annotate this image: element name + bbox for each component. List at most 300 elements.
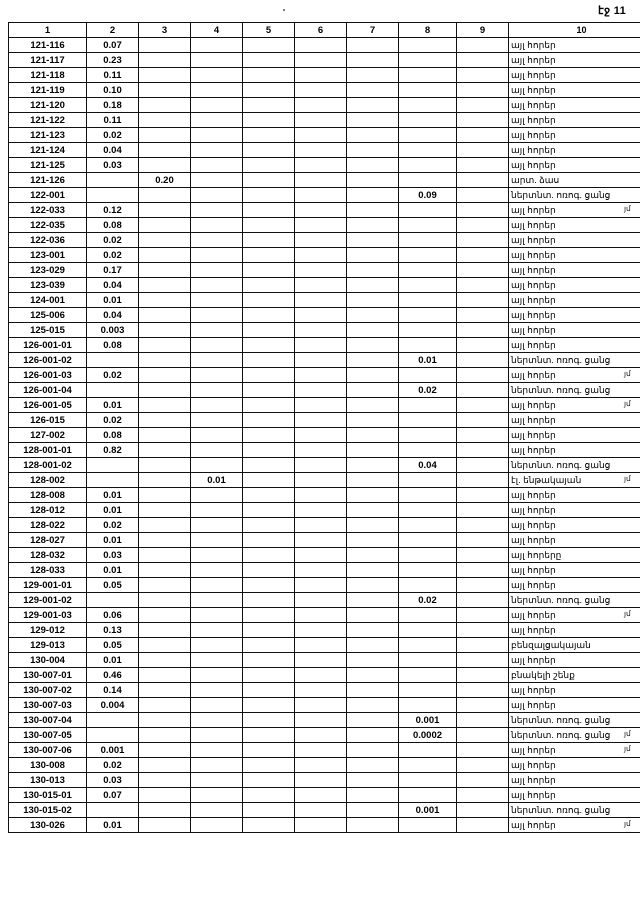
cell-col-8 xyxy=(399,278,457,293)
cell-col-9 xyxy=(457,638,509,653)
table-row xyxy=(9,98,640,113)
cell-col-4 xyxy=(191,353,243,368)
table-row xyxy=(9,713,640,728)
cell-col-4 xyxy=(191,158,243,173)
cell-col-8 xyxy=(399,128,457,143)
cell-col-4 xyxy=(191,683,243,698)
cell-col-8 xyxy=(399,533,457,548)
cell-col-6 xyxy=(295,563,347,578)
cell-col-3 xyxy=(139,188,191,203)
cell-col-3 xyxy=(139,263,191,278)
cell-col-3 xyxy=(139,533,191,548)
cell-col-7 xyxy=(347,518,399,533)
cell-parcel-code: 128-008 xyxy=(9,488,87,503)
cell-col-6 xyxy=(295,203,347,218)
cell-parcel-code: 129-001-03 xyxy=(9,608,87,623)
cell-col-4 xyxy=(191,728,243,743)
table-row xyxy=(9,368,640,383)
cell-col-3 xyxy=(139,638,191,653)
cell-col-4 xyxy=(191,188,243,203)
cell-parcel-code: 130-007-02 xyxy=(9,683,87,698)
cell-col-6 xyxy=(295,548,347,563)
cell-col-7 xyxy=(347,413,399,428)
cell-description: այլ հորեր xyxy=(509,653,640,668)
cell-col-6 xyxy=(295,698,347,713)
column-header-2: 2 xyxy=(87,23,139,38)
cell-col-5 xyxy=(243,113,295,128)
cell-col-4 xyxy=(191,143,243,158)
cell-col-8 xyxy=(399,428,457,443)
cell-col-7 xyxy=(347,158,399,173)
cell-col-3 xyxy=(139,293,191,308)
cell-col-2: 0.10 xyxy=(87,83,139,98)
cell-description: ներտնտ. ոռոգ. ցանց xyxy=(509,188,640,203)
cell-col-2 xyxy=(87,593,139,608)
cell-col-4 xyxy=(191,608,243,623)
cell-col-5 xyxy=(243,308,295,323)
cell-col-7 xyxy=(347,383,399,398)
table-row xyxy=(9,218,640,233)
cell-description: ներտնտ. ոռոգ. ցանց xyxy=(509,713,640,728)
cell-col-3 xyxy=(139,113,191,128)
cell-col-2: 0.02 xyxy=(87,413,139,428)
cell-col-3 xyxy=(139,428,191,443)
cell-parcel-code: 130-008 xyxy=(9,758,87,773)
cell-col-9 xyxy=(457,533,509,548)
cell-col-3 xyxy=(139,683,191,698)
cell-col-8 xyxy=(399,653,457,668)
cell-parcel-code: 128-022 xyxy=(9,518,87,533)
cell-col-3 xyxy=(139,278,191,293)
cell-col-5 xyxy=(243,608,295,623)
cell-col-6 xyxy=(295,38,347,53)
cell-col-5 xyxy=(243,728,295,743)
cell-description: այլ հորեր xyxy=(509,248,640,263)
cell-col-4 xyxy=(191,563,243,578)
cell-col-4 xyxy=(191,653,243,668)
cell-col-8 xyxy=(399,233,457,248)
cell-description: այլ հորեր xyxy=(509,308,640,323)
cell-parcel-code: 129-013 xyxy=(9,638,87,653)
cell-col-6 xyxy=(295,53,347,68)
cell-col-9 xyxy=(457,233,509,248)
cell-col-5 xyxy=(243,263,295,278)
cell-col-9 xyxy=(457,383,509,398)
cell-col-9 xyxy=(457,323,509,338)
cell-col-7 xyxy=(347,653,399,668)
cell-description: այլ հորեր xyxy=(509,608,640,623)
cell-col-3 xyxy=(139,728,191,743)
cell-description: ներտնտ. ոռոգ. ցանց xyxy=(509,353,640,368)
cell-col-7 xyxy=(347,473,399,488)
cell-col-4 xyxy=(191,773,243,788)
cell-col-7 xyxy=(347,278,399,293)
cell-col-6 xyxy=(295,818,347,833)
cell-col-5 xyxy=(243,428,295,443)
cell-col-9 xyxy=(457,698,509,713)
cell-col-9 xyxy=(457,263,509,278)
table-row xyxy=(9,818,640,833)
cell-parcel-code: 130-007-04 xyxy=(9,713,87,728)
cell-parcel-code: 129-001-01 xyxy=(9,578,87,593)
stray-ink-mark xyxy=(283,9,285,11)
cell-col-4 xyxy=(191,38,243,53)
cell-col-3 xyxy=(139,593,191,608)
cell-col-7 xyxy=(347,638,399,653)
cell-col-4 xyxy=(191,458,243,473)
table-row xyxy=(9,518,640,533)
cell-col-6 xyxy=(295,248,347,263)
cell-col-8 xyxy=(399,158,457,173)
cell-col-7 xyxy=(347,563,399,578)
cell-col-2: 0.08 xyxy=(87,218,139,233)
cell-col-6 xyxy=(295,458,347,473)
cell-col-2: 0.06 xyxy=(87,608,139,623)
cell-col-4 xyxy=(191,68,243,83)
cell-col-4: 0.01 xyxy=(191,473,243,488)
cell-col-6 xyxy=(295,608,347,623)
cell-description: այլ հորեր xyxy=(509,98,640,113)
cell-col-7 xyxy=(347,173,399,188)
cell-col-5 xyxy=(243,68,295,83)
cell-col-9 xyxy=(457,653,509,668)
cell-col-2: 0.003 xyxy=(87,323,139,338)
cell-col-7 xyxy=(347,368,399,383)
cell-col-3 xyxy=(139,458,191,473)
cell-col-3 xyxy=(139,578,191,593)
cell-col-9 xyxy=(457,473,509,488)
cell-col-2: 0.05 xyxy=(87,638,139,653)
column-header-9: 9 xyxy=(457,23,509,38)
table-row xyxy=(9,533,640,548)
table-row xyxy=(9,788,640,803)
cell-parcel-code: 130-015-02 xyxy=(9,803,87,818)
cell-col-9 xyxy=(457,413,509,428)
table-row xyxy=(9,443,640,458)
cell-col-8 xyxy=(399,683,457,698)
cell-col-5 xyxy=(243,413,295,428)
table-row xyxy=(9,578,640,593)
cell-description: ներտնտ. ոռոգ. ցանց xyxy=(509,383,640,398)
cell-col-9 xyxy=(457,398,509,413)
cell-col-2: 0.01 xyxy=(87,503,139,518)
cell-description: այլ հորեր xyxy=(509,818,640,833)
cell-col-8 xyxy=(399,518,457,533)
cell-col-3 xyxy=(139,518,191,533)
cell-col-2: 0.02 xyxy=(87,128,139,143)
cell-col-8 xyxy=(399,488,457,503)
cell-col-6 xyxy=(295,713,347,728)
cell-col-3 xyxy=(139,473,191,488)
cell-description: այլ հորեր xyxy=(509,83,640,98)
cell-col-9 xyxy=(457,683,509,698)
cell-col-7 xyxy=(347,533,399,548)
cell-col-8 xyxy=(399,308,457,323)
cell-col-6 xyxy=(295,533,347,548)
cell-col-5 xyxy=(243,338,295,353)
cell-col-7 xyxy=(347,113,399,128)
cell-col-2: 0.46 xyxy=(87,668,139,683)
cell-col-8 xyxy=(399,473,457,488)
cell-col-8 xyxy=(399,323,457,338)
cell-col-6 xyxy=(295,623,347,638)
cell-col-2: 0.12 xyxy=(87,203,139,218)
cell-parcel-code: 121-124 xyxy=(9,143,87,158)
cell-col-7 xyxy=(347,548,399,563)
table-row xyxy=(9,68,640,83)
cell-description: այլ հորեր xyxy=(509,233,640,248)
cell-col-3 xyxy=(139,398,191,413)
cell-col-5 xyxy=(243,458,295,473)
cell-parcel-code: 130-007-06 xyxy=(9,743,87,758)
cell-col-5 xyxy=(243,758,295,773)
cell-col-8 xyxy=(399,203,457,218)
cell-col-2 xyxy=(87,188,139,203)
cell-col-6 xyxy=(295,473,347,488)
cell-col-3 xyxy=(139,368,191,383)
cell-col-5 xyxy=(243,563,295,578)
cell-col-7 xyxy=(347,818,399,833)
cell-col-8 xyxy=(399,83,457,98)
table-row xyxy=(9,803,640,818)
cell-description: այլ հորեր xyxy=(509,113,640,128)
cell-col-9 xyxy=(457,143,509,158)
cell-col-9 xyxy=(457,218,509,233)
cell-col-2: 0.03 xyxy=(87,773,139,788)
cell-col-7 xyxy=(347,308,399,323)
cell-description: բենզալցակայան xyxy=(509,638,640,653)
cell-col-2 xyxy=(87,173,139,188)
cell-parcel-code: 130-007-01 xyxy=(9,668,87,683)
table-row xyxy=(9,233,640,248)
table-row xyxy=(9,503,640,518)
cell-col-4 xyxy=(191,53,243,68)
side-margin-note: յմ xyxy=(624,729,631,738)
cell-col-4 xyxy=(191,398,243,413)
table-row xyxy=(9,473,640,488)
table-row xyxy=(9,158,640,173)
table-row xyxy=(9,398,640,413)
column-header-6: 6 xyxy=(295,23,347,38)
cell-col-2: 0.08 xyxy=(87,428,139,443)
cell-col-7 xyxy=(347,68,399,83)
cell-col-3 xyxy=(139,503,191,518)
cell-col-8 xyxy=(399,398,457,413)
cell-parcel-code: 130-013 xyxy=(9,773,87,788)
cell-description: այլ հորեր xyxy=(509,68,640,83)
cell-parcel-code: 121-120 xyxy=(9,98,87,113)
cell-col-9 xyxy=(457,758,509,773)
cell-col-5 xyxy=(243,818,295,833)
cell-parcel-code: 130-004 xyxy=(9,653,87,668)
cell-col-3 xyxy=(139,653,191,668)
cell-col-3 xyxy=(139,383,191,398)
cell-col-9 xyxy=(457,173,509,188)
cell-col-7 xyxy=(347,203,399,218)
table-row xyxy=(9,653,640,668)
cell-parcel-code: 122-001 xyxy=(9,188,87,203)
table-row xyxy=(9,743,640,758)
cell-parcel-code: 121-126 xyxy=(9,173,87,188)
table-row xyxy=(9,293,640,308)
cell-parcel-code: 128-002 xyxy=(9,473,87,488)
cell-col-6 xyxy=(295,353,347,368)
cell-col-2: 0.02 xyxy=(87,248,139,263)
cell-col-8 xyxy=(399,638,457,653)
table-row xyxy=(9,128,640,143)
column-header-8: 8 xyxy=(399,23,457,38)
cell-col-2: 0.17 xyxy=(87,263,139,278)
cell-description: այլ հորեր xyxy=(509,338,640,353)
cell-description: այլ հորեր xyxy=(509,518,640,533)
cell-col-3 xyxy=(139,143,191,158)
cell-parcel-code: 128-001-02 xyxy=(9,458,87,473)
cell-col-3 xyxy=(139,233,191,248)
cell-col-6 xyxy=(295,428,347,443)
cell-col-6 xyxy=(295,413,347,428)
cell-col-5 xyxy=(243,548,295,563)
cell-col-9 xyxy=(457,188,509,203)
cell-col-9 xyxy=(457,623,509,638)
cell-col-3 xyxy=(139,488,191,503)
cell-col-7 xyxy=(347,128,399,143)
cell-description: այլ հորեր xyxy=(509,743,640,758)
cell-col-5 xyxy=(243,518,295,533)
table-header xyxy=(9,23,640,38)
cell-col-4 xyxy=(191,323,243,338)
cell-col-7 xyxy=(347,443,399,458)
table-row xyxy=(9,683,640,698)
cell-col-6 xyxy=(295,518,347,533)
cell-parcel-code: 127-002 xyxy=(9,428,87,443)
table-row xyxy=(9,143,640,158)
cell-col-5 xyxy=(243,788,295,803)
cell-col-7 xyxy=(347,788,399,803)
cell-description: ներտնտ. ոռոգ. ցանց xyxy=(509,593,640,608)
cell-col-3 xyxy=(139,158,191,173)
cell-col-5 xyxy=(243,773,295,788)
cell-col-2: 0.01 xyxy=(87,398,139,413)
cell-col-5 xyxy=(243,368,295,383)
cell-col-9 xyxy=(457,728,509,743)
table-row xyxy=(9,593,640,608)
table-row xyxy=(9,248,640,263)
cell-description: այլ հորեր xyxy=(509,578,640,593)
cell-col-2: 0.04 xyxy=(87,143,139,158)
cell-col-9 xyxy=(457,128,509,143)
cell-parcel-code: 126-001-03 xyxy=(9,368,87,383)
cell-parcel-code: 129-012 xyxy=(9,623,87,638)
table-row xyxy=(9,488,640,503)
cell-description: այլ հորեր xyxy=(509,623,640,638)
cell-col-6 xyxy=(295,158,347,173)
table-body xyxy=(9,38,640,833)
cell-col-5 xyxy=(243,398,295,413)
cell-col-9 xyxy=(457,548,509,563)
cell-col-6 xyxy=(295,113,347,128)
cell-col-5 xyxy=(243,713,295,728)
cell-col-8: 0.09 xyxy=(399,188,457,203)
cell-col-3 xyxy=(139,248,191,263)
cell-col-2 xyxy=(87,353,139,368)
cell-description: արտ. ձաս xyxy=(509,173,640,188)
cell-col-9 xyxy=(457,518,509,533)
cell-parcel-code: 121-122 xyxy=(9,113,87,128)
cell-col-7 xyxy=(347,713,399,728)
cell-parcel-code: 130-007-03 xyxy=(9,698,87,713)
cell-col-6 xyxy=(295,128,347,143)
cell-col-8 xyxy=(399,98,457,113)
cell-col-9 xyxy=(457,53,509,68)
cell-col-6 xyxy=(295,653,347,668)
cell-col-6 xyxy=(295,803,347,818)
cell-col-2: 0.11 xyxy=(87,68,139,83)
cell-col-2: 0.02 xyxy=(87,518,139,533)
cell-col-3 xyxy=(139,353,191,368)
cell-col-4 xyxy=(191,743,243,758)
cell-col-8 xyxy=(399,263,457,278)
cell-col-8 xyxy=(399,563,457,578)
cell-col-2: 0.04 xyxy=(87,278,139,293)
cell-col-2 xyxy=(87,383,139,398)
cell-col-8 xyxy=(399,578,457,593)
cell-col-8 xyxy=(399,623,457,638)
cell-col-4 xyxy=(191,758,243,773)
cell-col-5 xyxy=(243,203,295,218)
cell-col-5 xyxy=(243,38,295,53)
cell-col-5 xyxy=(243,128,295,143)
cell-col-4 xyxy=(191,803,243,818)
cell-col-2: 0.03 xyxy=(87,548,139,563)
cell-col-8: 0.04 xyxy=(399,458,457,473)
cell-col-9 xyxy=(457,428,509,443)
cell-col-2: 0.05 xyxy=(87,578,139,593)
cell-col-9 xyxy=(457,773,509,788)
cell-col-7 xyxy=(347,608,399,623)
table-row xyxy=(9,263,640,278)
cell-col-6 xyxy=(295,683,347,698)
table-row xyxy=(9,608,640,623)
cell-col-2: 0.82 xyxy=(87,443,139,458)
table-row xyxy=(9,698,640,713)
cell-col-7 xyxy=(347,98,399,113)
cell-description: այլ հորեր xyxy=(509,203,640,218)
cell-col-3 xyxy=(139,788,191,803)
cell-col-6 xyxy=(295,68,347,83)
cell-col-5 xyxy=(243,503,295,518)
cell-col-8: 0.001 xyxy=(399,713,457,728)
cell-col-7 xyxy=(347,698,399,713)
cell-col-6 xyxy=(295,143,347,158)
cell-col-5 xyxy=(243,593,295,608)
cell-col-5 xyxy=(243,653,295,668)
table-row xyxy=(9,353,640,368)
cell-col-5 xyxy=(243,353,295,368)
cell-col-8 xyxy=(399,143,457,158)
cell-col-7 xyxy=(347,683,399,698)
cell-col-7 xyxy=(347,143,399,158)
cell-col-9 xyxy=(457,338,509,353)
cell-parcel-code: 121-116 xyxy=(9,38,87,53)
cell-col-7 xyxy=(347,458,399,473)
cell-col-3 xyxy=(139,218,191,233)
cell-col-5 xyxy=(243,473,295,488)
cell-col-5 xyxy=(243,248,295,263)
cell-col-5 xyxy=(243,188,295,203)
cell-col-2: 0.01 xyxy=(87,653,139,668)
cell-col-3 xyxy=(139,83,191,98)
cell-col-2: 0.01 xyxy=(87,563,139,578)
